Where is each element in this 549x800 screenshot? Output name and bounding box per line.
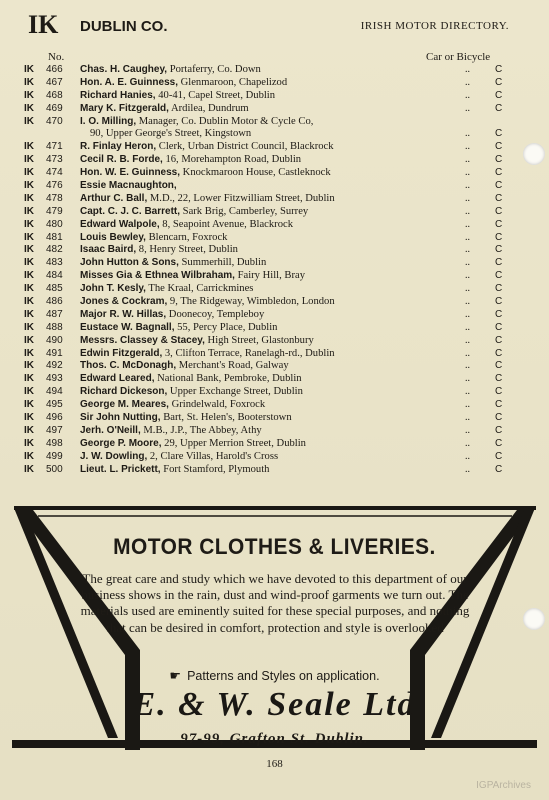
leader-dots: .. [465, 334, 470, 346]
owner-details [80, 232, 460, 245]
registration-mark: IK [24, 412, 34, 424]
table-row [24, 425, 510, 438]
owner-name: Richard Hanies, [80, 89, 156, 101]
owner-name: Richard Dickeson, [80, 386, 168, 398]
leader-dots: .. [465, 154, 470, 166]
registration-mark: IK [24, 437, 34, 449]
registration-mark: IK [24, 218, 34, 230]
advert-patterns-line [0, 668, 549, 684]
registration-mark: IK [24, 283, 34, 295]
owner-address: 90, Upper George's Street, Kingstown [90, 128, 252, 140]
owner-details [80, 438, 460, 451]
owner-details [80, 244, 460, 257]
owner-address: 40-41, Capel Street, Dublin [155, 89, 276, 101]
registration-number: 470 [46, 115, 63, 127]
leader-dots: .. [465, 192, 470, 204]
table-row [24, 244, 510, 257]
leader-dots: .. [465, 205, 470, 217]
owner-address: M.D., 22, Lower Fitzwilliam Street, Dublin [147, 192, 335, 204]
table-row [24, 451, 510, 464]
owner-address: 29, Upper Merrion Street, Dublin [161, 437, 306, 449]
table-row [24, 103, 510, 116]
owner-details [80, 360, 460, 373]
owner-name: Edwin Fitzgerald, [80, 347, 163, 359]
registration-mark: IK [24, 180, 34, 192]
owner-name: Jerh. O'Neill, [80, 424, 141, 436]
vehicle-type: C [495, 360, 503, 372]
table-row [24, 77, 510, 90]
registration-mark: IK [24, 308, 34, 320]
registration-number: 482 [46, 244, 63, 256]
owner-name: Chas. H. Caughey, [80, 64, 168, 75]
advertisement [0, 500, 549, 760]
owner-name: George M. Meares, [80, 399, 169, 411]
registration-number: 500 [46, 463, 63, 475]
owner-address: Sark Brig, Camberley, Surrey [180, 205, 309, 217]
leader-dots: .. [465, 424, 470, 436]
registration-number: 481 [46, 231, 63, 243]
registration-mark: IK [24, 205, 34, 217]
owner-details [80, 348, 460, 361]
owner-address: 8, Seapoint Avenue, Blackrock [159, 218, 294, 230]
table-row [24, 90, 510, 103]
vehicle-type: C [495, 128, 503, 140]
registration-number: 490 [46, 334, 63, 346]
leader-dots: .. [465, 89, 470, 101]
vehicle-type: C [495, 321, 503, 333]
owner-details [80, 90, 460, 103]
owner-details [80, 270, 460, 283]
registration-mark: IK [24, 167, 34, 179]
registration-number: 479 [46, 205, 63, 217]
table-row [24, 464, 510, 477]
pointing-hand-icon: ☛ [169, 668, 182, 683]
advert-address: 97-99, Grafton St. Dublin. [180, 731, 369, 747]
table-row [24, 373, 510, 386]
registration-number: 469 [46, 102, 63, 114]
registration-number: 480 [46, 218, 63, 230]
owner-address: Grindelwald, Foxrock [168, 399, 266, 411]
vehicle-type: C [495, 76, 503, 88]
vehicle-type: C [495, 102, 503, 114]
owner-address: M.B., J.P., The Abbey, Athy [140, 424, 262, 436]
vehicle-type: C [495, 218, 503, 230]
leader-dots: .. [465, 218, 470, 230]
vehicle-type: C [495, 283, 503, 295]
owner-details [80, 141, 460, 154]
table-row [24, 128, 510, 141]
owner-name: R. Finlay Heron, [80, 141, 157, 153]
owner-details [80, 219, 460, 232]
vehicle-type: C [495, 270, 503, 282]
leader-dots: .. [465, 102, 470, 114]
leader-dots: .. [465, 360, 470, 372]
registration-number: 471 [46, 141, 63, 153]
vehicle-type: C [495, 167, 503, 179]
registration-number: 474 [46, 167, 63, 179]
owner-name: George P. Moore, [80, 437, 162, 449]
owner-address: Summerhill, Dublin [178, 257, 267, 269]
vehicle-type: C [495, 141, 503, 153]
leader-dots: .. [465, 180, 470, 192]
leader-dots: .. [465, 270, 470, 282]
registration-mark: IK [24, 89, 34, 101]
registration-number: 484 [46, 270, 63, 282]
owner-details [80, 103, 460, 116]
table-row [24, 412, 510, 425]
registration-mark: IK [24, 399, 34, 411]
registration-number: 483 [46, 257, 63, 269]
owner-name: John Hutton & Sons, [80, 257, 179, 269]
page-header [28, 10, 509, 40]
registration-number: 495 [46, 399, 63, 411]
leader-dots: .. [465, 128, 470, 140]
owner-details [80, 206, 460, 219]
registration-list [24, 64, 510, 477]
registration-mark: IK [24, 450, 34, 462]
owner-name: Thos. C. McDonagh, [80, 360, 177, 372]
table-row [24, 270, 510, 283]
vehicle-type: C [495, 347, 503, 359]
owner-details [80, 373, 460, 386]
owner-name: Jones & Cockram, [80, 296, 168, 308]
leader-dots: .. [465, 450, 470, 462]
owner-details [80, 412, 460, 425]
owner-details [80, 309, 460, 322]
registration-number: 467 [46, 76, 63, 88]
owner-name: I. O. Milling, [80, 115, 137, 127]
leader-dots: .. [465, 347, 470, 359]
table-row [24, 386, 510, 399]
table-row [24, 309, 510, 322]
registration-mark: IK [24, 76, 34, 88]
owner-name: Arthur C. Ball, [80, 192, 148, 204]
column-header-vehicle-type: Car or Bicycle [426, 51, 491, 63]
leader-dots: .. [465, 283, 470, 295]
vehicle-type: C [495, 308, 503, 320]
registration-number: 468 [46, 89, 63, 101]
registration-mark: IK [24, 373, 34, 385]
vehicle-type: C [495, 296, 503, 308]
registration-mark: IK [24, 321, 34, 333]
registration-number: 497 [46, 424, 63, 436]
leader-dots: .. [465, 167, 470, 179]
header-registration-mark: IK [28, 10, 59, 39]
leader-dots: .. [465, 257, 470, 269]
owner-name: Louis Bewley, [80, 231, 146, 243]
vehicle-type: C [495, 64, 503, 75]
owner-details [80, 167, 460, 180]
registration-mark: IK [24, 64, 34, 75]
vehicle-type: C [495, 231, 503, 243]
vehicle-type: C [495, 373, 503, 385]
registration-mark: IK [24, 231, 34, 243]
registration-mark: IK [24, 141, 34, 153]
owner-details [80, 386, 460, 399]
registration-mark: IK [24, 386, 34, 398]
owner-details [80, 64, 460, 77]
registration-mark: IK [24, 360, 34, 372]
table-row [24, 232, 510, 245]
owner-address: Bart, St. Helen's, Booterstown [160, 412, 292, 424]
owner-name: J. W. Dowling, [80, 450, 148, 462]
owner-details [80, 154, 460, 167]
registration-number: 473 [46, 154, 63, 166]
owner-address: Merchant's Road, Galway [176, 360, 289, 372]
registration-number: 491 [46, 347, 63, 359]
registration-number: 486 [46, 296, 63, 308]
owner-details [80, 193, 460, 206]
registration-number: 487 [46, 308, 63, 320]
vehicle-type: C [495, 399, 503, 411]
owner-name: Lieut. L. Prickett, [80, 463, 161, 475]
vehicle-type: C [495, 205, 503, 217]
leader-dots: .. [465, 296, 470, 308]
header-place: DUBLIN CO. [80, 18, 168, 35]
owner-address: Portaferry, Co. Down [167, 64, 261, 75]
vehicle-type: C [495, 192, 503, 204]
leader-dots: .. [465, 244, 470, 256]
owner-address: 3, Clifton Terrace, Ranelagh-rd., Dublin [162, 347, 335, 359]
registration-mark: IK [24, 296, 34, 308]
leader-dots: .. [465, 386, 470, 398]
owner-name: Edward Walpole, [80, 218, 160, 230]
header-directory-title: IRISH MOTOR DIRECTORY. [360, 20, 509, 32]
vehicle-type: C [495, 334, 503, 346]
vehicle-type: C [495, 180, 503, 192]
table-row [24, 193, 510, 206]
owner-name: Essie Macnaughton, [80, 180, 177, 192]
owner-address: Blencarn, Foxrock [145, 231, 228, 243]
owner-address: 9, The Ridgeway, Wimbledon, London [167, 296, 335, 308]
advert-firm-name: E. & W. Seale Ltd [132, 686, 417, 723]
owner-address: Clerk, Urban District Council, Blackrock [156, 141, 334, 153]
page-number: 168 [266, 758, 283, 770]
vehicle-type: C [495, 257, 503, 269]
leader-dots: .. [465, 76, 470, 88]
owner-address: High Street, Glastonbury [204, 334, 314, 346]
leader-dots: .. [465, 399, 470, 411]
registration-mark: IK [24, 347, 34, 359]
owner-address: 8, Henry Street, Dublin [136, 244, 238, 256]
owner-name: Cecil R. B. Forde, [80, 154, 163, 166]
table-row [24, 154, 510, 167]
leader-dots: .. [465, 373, 470, 385]
leader-dots: .. [465, 141, 470, 153]
owner-address: National Bank, Pembroke, Dublin [154, 373, 302, 385]
table-row [24, 180, 510, 193]
owner-details [80, 322, 460, 335]
owner-name: Misses Gia & Ethnea Wilbraham, [80, 270, 235, 282]
owner-details [80, 335, 460, 348]
owner-name: Capt. C. J. C. Barrett, [80, 205, 181, 217]
vehicle-type: C [495, 386, 503, 398]
table-row [24, 438, 510, 451]
owner-address: The Kraal, Carrickmines [145, 283, 254, 295]
owner-details [80, 180, 460, 193]
registration-number: 492 [46, 360, 63, 372]
advert-title: MOTOR CLOTHES & LIVERIES. [113, 534, 436, 559]
table-row [24, 64, 510, 77]
owner-address: Ardilea, Dundrum [168, 102, 249, 114]
vehicle-type: C [495, 244, 503, 256]
owner-address: Fort Stamford, Plymouth [160, 463, 270, 475]
owner-name: Isaac Baird, [80, 244, 137, 256]
owner-details [80, 283, 460, 296]
leader-dots: .. [465, 412, 470, 424]
table-row [24, 296, 510, 309]
owner-name: Major R. W. Hillas, [80, 308, 167, 320]
registration-mark: IK [24, 192, 34, 204]
registration-number: 476 [46, 180, 63, 192]
vehicle-type: C [495, 450, 503, 462]
vehicle-type: C [495, 89, 503, 101]
vehicle-type: C [495, 154, 503, 166]
owner-name: John T. Kesly, [80, 283, 146, 295]
registration-mark: IK [24, 424, 34, 436]
registration-mark: IK [24, 244, 34, 256]
owner-name: Hon. A. E. Guinness, [80, 76, 178, 88]
table-row [24, 348, 510, 361]
owner-name: Eustace W. Bagnall, [80, 321, 175, 333]
owner-details [90, 128, 470, 141]
owner-address: Fairy Hill, Bray [234, 270, 305, 282]
owner-name: Edward Leared, [80, 373, 155, 385]
owner-details [80, 425, 460, 438]
table-row [24, 167, 510, 180]
owner-address: Glenmaroon, Chapelizod [177, 76, 288, 88]
table-row [24, 206, 510, 219]
owner-details [80, 399, 460, 412]
registration-number: 485 [46, 283, 63, 295]
punch-hole [523, 143, 545, 165]
owner-address: Manager, Co. Dublin Motor & Cycle Co, [136, 115, 314, 127]
table-row [24, 399, 510, 412]
registration-mark: IK [24, 102, 34, 114]
table-row [24, 219, 510, 232]
owner-address: 16, Morehampton Road, Dublin [162, 154, 302, 166]
table-row [24, 141, 510, 154]
registration-number: 498 [46, 437, 63, 449]
watermark: IGPArchives [476, 780, 531, 791]
owner-details [80, 257, 460, 270]
owner-address: Upper Exchange Street, Dublin [167, 386, 303, 398]
registration-number: 494 [46, 386, 63, 398]
registration-number: 478 [46, 192, 63, 204]
owner-address: 55, Percy Place, Dublin [174, 321, 278, 333]
registration-mark: IK [24, 270, 34, 282]
table-row [24, 322, 510, 335]
table-row [24, 257, 510, 270]
leader-dots: .. [465, 321, 470, 333]
leader-dots: .. [465, 231, 470, 243]
owner-name: Messrs. Classey & Stacey, [80, 334, 205, 346]
owner-address: Doonecoy, Templeboy [166, 308, 265, 320]
registration-number: 466 [46, 64, 63, 75]
leader-dots: .. [465, 64, 470, 75]
table-row [24, 283, 510, 296]
registration-mark: IK [24, 334, 34, 346]
table-row [24, 335, 510, 348]
vehicle-type: C [495, 463, 503, 475]
table-row [24, 116, 510, 129]
advert-patterns-text: Patterns and Styles on application. [187, 669, 380, 683]
leader-dots: .. [465, 463, 470, 475]
leader-dots: .. [465, 437, 470, 449]
registration-mark: IK [24, 463, 34, 475]
owner-address: 2, Clare Villas, Harold's Cross [147, 450, 279, 462]
owner-details [80, 296, 460, 309]
owner-name: Mary K. Fitzgerald, [80, 102, 169, 114]
owner-details [80, 77, 460, 90]
leader-dots: .. [465, 308, 470, 320]
registration-number: 488 [46, 321, 63, 333]
owner-address: Knockmaroon House, Castleknock [180, 167, 331, 179]
table-row [24, 360, 510, 373]
registration-number: 499 [46, 450, 63, 462]
column-header-number: No. [48, 51, 65, 63]
registration-number: 493 [46, 373, 63, 385]
owner-details [80, 451, 460, 464]
advert-body: The great care and study which we have devoted to this department of our business shows in the rain, dust and wind-proof garments we turn out. The materials used are eminently suited for these special purposes, and nothing that can be desired in comfort, protection and style is overlooked [80, 571, 470, 635]
owner-name: Sir John Nutting, [80, 412, 161, 424]
owner-name: Hon. W. E. Guinness, [80, 167, 181, 179]
owner-details [80, 116, 460, 129]
vehicle-type: C [495, 437, 503, 449]
registration-mark: IK [24, 154, 34, 166]
registration-mark: IK [24, 257, 34, 269]
vehicle-type: C [495, 412, 503, 424]
owner-details [80, 464, 460, 477]
registration-mark: IK [24, 115, 34, 127]
vehicle-type: C [495, 424, 503, 436]
registration-number: 496 [46, 412, 63, 424]
